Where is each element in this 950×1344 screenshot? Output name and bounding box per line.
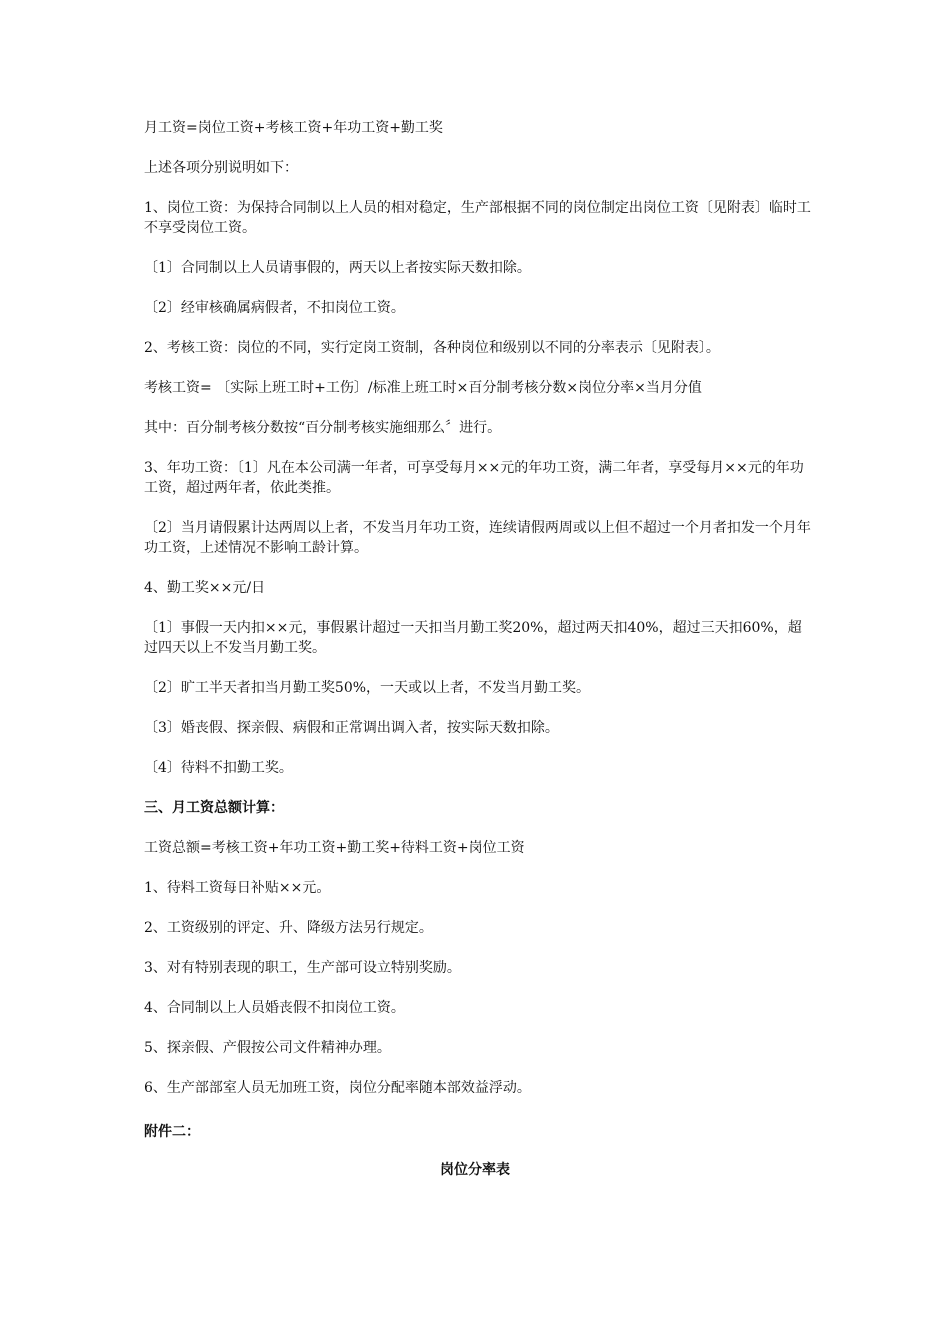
item-2-assessment-salary: 2、考核工资：岗位的不同，实行定岗工资制，各种岗位和级别以不同的分率表示〔见附表〕。 (144, 340, 720, 356)
explanation-intro: 上述各项分别说明如下： (144, 160, 298, 176)
total-salary-formula: 工资总额=考核工资+年功工资+勤工奖+待料工资+岗位工资 (144, 840, 525, 856)
attachment-heading: 附件二： (144, 1124, 200, 1140)
rule-3: 3、对有特别表现的职工，生产部可设立特别奖励。 (144, 960, 461, 976)
item-1-post-salary: 1、岗位工资：为保持合同制以上人员的相对稳定，生产部根据不同的岗位制定出岗位工资〔见附表〕临时工不享受岗位工资。 (144, 200, 811, 236)
item-4-sub-2: 〔2〕旷工半天者扣当月勤工奖50%，一天或以上者，不发当月勤工奖。 (144, 680, 591, 696)
rule-6: 6、生产部部室人员无加班工资，岗位分配率随本部效益浮动。 (144, 1080, 531, 1096)
rule-4: 4、合同制以上人员婚丧假不扣岗位工资。 (144, 1000, 405, 1016)
rule-1: 1、待料工资每日补贴××元。 (144, 880, 331, 896)
salary-formula: 月工资=岗位工资+考核工资+年功工资+勤工奖 (144, 120, 443, 136)
item-4-attendance-bonus: 4、勤工奖××元/日 (144, 580, 266, 596)
rule-5: 5、探亲假、产假按公司文件精神办理。 (144, 1040, 391, 1056)
item-3-sub-2: 〔2〕当月请假累计达两周以上者，不发当月年功工资，连续请假两周或以上但不超过一个月者扣发一个月年功工资，上述情况不影响工龄计算。 (144, 520, 811, 556)
section-3-heading: 三、月工资总额计算： (144, 800, 284, 816)
item-4-sub-4: 〔4〕待料不扣勤工奖。 (144, 760, 293, 776)
rule-2: 2、工资级别的评定、升、降级方法另行规定。 (144, 920, 433, 936)
item-4-sub-3: 〔3〕婚丧假、探亲假、病假和正常调出调入者，按实际天数扣除。 (144, 720, 559, 736)
table-title: 岗位分率表 (440, 1162, 510, 1178)
item-3-seniority-salary: 3、年功工资：〔1〕凡在本公司满一年者，可享受每月××元的年功工资，满二年者，享受每月××元的年功工资，超过两年者，依此类推。 (144, 460, 804, 496)
assessment-formula: 考核工资= 〔实际上班工时+工伤〕/标准上班工时×百分制考核分数×岗位分率×当月分值 (144, 380, 702, 396)
item-1-sub-1: 〔1〕合同制以上人员请事假的，两天以上者按实际天数扣除。 (144, 260, 531, 276)
item-4-sub-1: 〔1〕事假一天内扣××元，事假累计超过一天扣当月勤工奖20%，超过两天扣40%，超过三天扣60%，超过四天以上不发当月勤工奖。 (144, 620, 802, 656)
assessment-note: 其中：百分制考核分数按“百分制考核实施细那么〞进行。 (144, 420, 502, 436)
item-1-sub-2: 〔2〕经审核确属病假者，不扣岗位工资。 (144, 300, 405, 316)
